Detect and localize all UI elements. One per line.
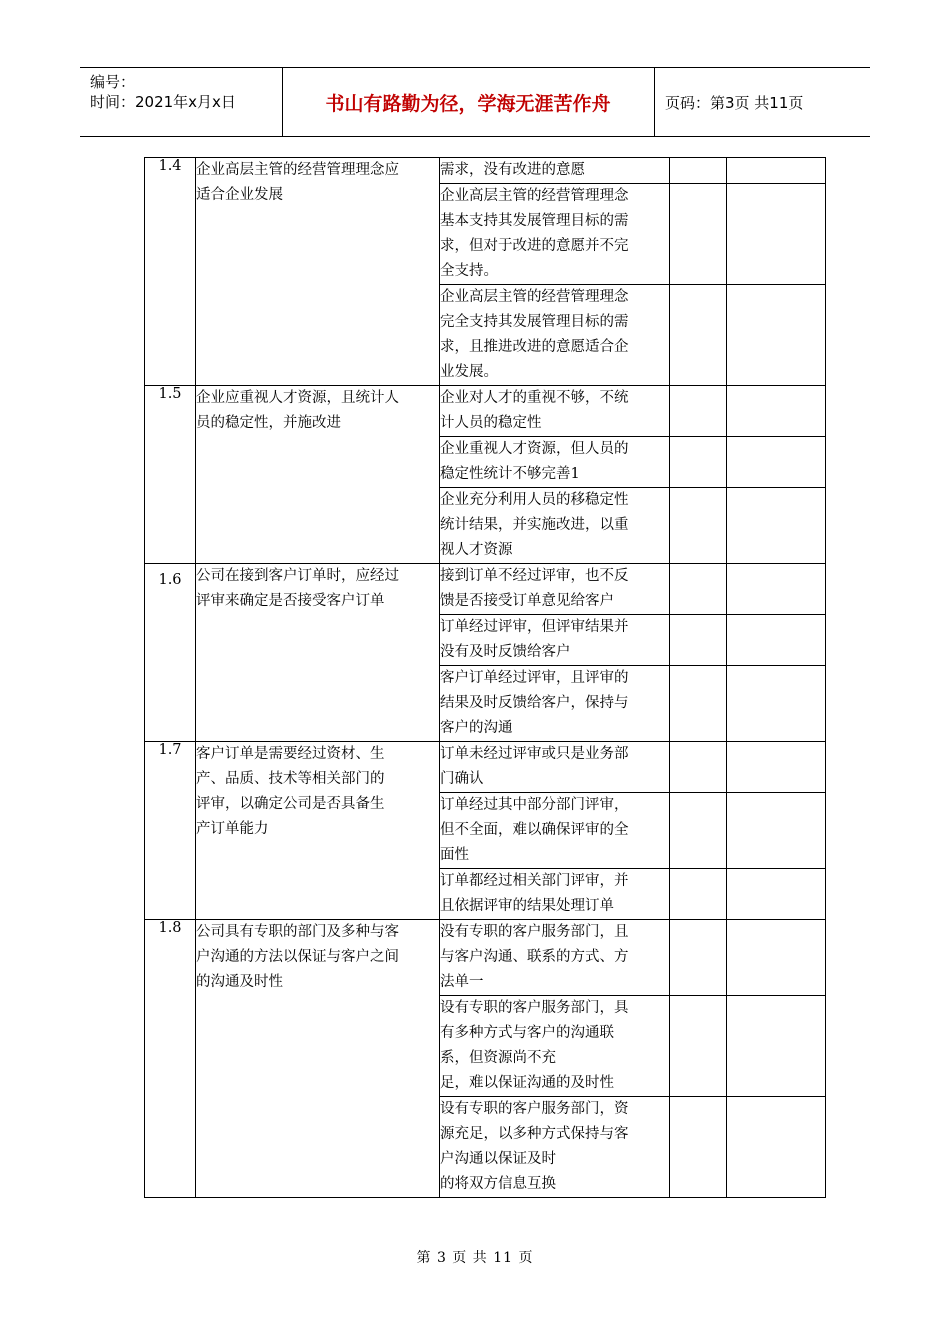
score-cell[interactable]	[670, 996, 727, 1097]
score-cell[interactable]	[670, 869, 727, 920]
score-cell[interactable]	[670, 184, 727, 285]
page-footer: 第 3 页 共 11 页	[416, 1250, 534, 1266]
score-cell[interactable]	[670, 158, 727, 184]
remark-cell[interactable]	[727, 158, 826, 184]
level-description: 企业高层主管的经营管理理念 基本支持其发展管理目标的需 求，但对于改进的意愿并不完 全支持。	[440, 184, 670, 285]
document-date-label: 时间：2021年x月x日	[90, 93, 236, 111]
score-cell[interactable]	[670, 437, 727, 488]
requirement-text: 企业应重视人才资源，且统计人 员的稳定性，并施改进	[196, 386, 440, 564]
remark-cell[interactable]	[727, 184, 826, 285]
item-number: 1.6	[145, 564, 196, 742]
score-cell[interactable]	[670, 920, 727, 996]
header-page-label: 页码：第3页 共11页	[665, 93, 804, 112]
level-description: 企业重视人才资源，但人员的 稳定性统计不够完善1	[440, 437, 670, 488]
level-description: 需求，没有改进的意愿	[440, 158, 670, 184]
score-cell[interactable]	[670, 615, 727, 666]
page-header	[80, 67, 870, 137]
remark-cell[interactable]	[727, 437, 826, 488]
level-description: 企业对人才的重视不够，不统 计人员的稳定性	[440, 386, 670, 437]
remark-cell[interactable]	[727, 1097, 826, 1198]
remark-cell[interactable]	[727, 386, 826, 437]
level-description: 设有专职的客户服务部门，具 有多种方式与客户的沟通联 系，但资源尚不充 足，难以保证沟通的及时性	[440, 996, 670, 1097]
level-description: 客户订单经过评审，且评审的 结果及时反馈给客户，保持与 客户的沟通	[440, 666, 670, 742]
header-motto: 书山有路勤为径，学海无涯苦作舟	[282, 68, 655, 136]
score-cell[interactable]	[670, 1097, 727, 1198]
document-number-label: 编号：	[90, 73, 136, 91]
level-description: 订单都经过相关部门评审，并 且依据评审的结果处理订单	[440, 869, 670, 920]
score-cell[interactable]	[670, 564, 727, 615]
header-meta	[80, 68, 283, 136]
score-cell[interactable]	[670, 742, 727, 793]
remark-cell[interactable]	[727, 869, 826, 920]
score-cell[interactable]	[670, 285, 727, 386]
remark-cell[interactable]	[727, 564, 826, 615]
item-number: 1.8	[145, 920, 196, 1198]
level-description: 没有专职的客户服务部门，且 与客户沟通、联系的方式、方 法单一	[440, 920, 670, 996]
level-description: 订单未经过评审或只是业务部 门确认	[440, 742, 670, 793]
level-description: 订单经过其中部分部门评审， 但不全面，难以确保评审的全 面性	[440, 793, 670, 869]
level-description: 订单经过评审，但评审结果并 没有及时反馈给客户	[440, 615, 670, 666]
level-description: 设有专职的客户服务部门，资 源充足，以多种方式保持与客 户沟通以保证及时 的将双方信息互换	[440, 1097, 670, 1198]
remark-cell[interactable]	[727, 920, 826, 996]
remark-cell[interactable]	[727, 615, 826, 666]
remark-cell[interactable]	[727, 742, 826, 793]
item-number: 1.4	[145, 158, 196, 386]
item-number: 1.7	[145, 742, 196, 920]
evaluation-table	[144, 157, 826, 1198]
level-description: 企业高层主管的经营管理理念 完全支持其发展管理目标的需 求，且推进改进的意愿适合企 业发展。	[440, 285, 670, 386]
score-cell[interactable]	[670, 488, 727, 564]
level-description: 企业充分利用人员的移稳定性 统计结果，并实施改进，以重 视人才资源	[440, 488, 670, 564]
item-number: 1.5	[145, 386, 196, 564]
level-description: 接到订单不经过评审，也不反 馈是否接受订单意见给客户	[440, 564, 670, 615]
requirement-text: 客户订单是需要经过资材、生 产、品质、技术等相关部门的 评审，以确定公司是否具备生 产订单能力	[196, 742, 440, 920]
remark-cell[interactable]	[727, 793, 826, 869]
remark-cell[interactable]	[727, 488, 826, 564]
requirement-text: 公司具有专职的部门及多种与客 户沟通的方法以保证与客户之间 的沟通及时性	[196, 920, 440, 1198]
requirement-text: 公司在接到客户订单时，应经过 评审来确定是否接受客户订单	[196, 564, 440, 742]
remark-cell[interactable]	[727, 285, 826, 386]
requirement-text: 企业高层主管的经营管理理念应 适合企业发展	[196, 158, 440, 386]
score-cell[interactable]	[670, 386, 727, 437]
remark-cell[interactable]	[727, 666, 826, 742]
score-cell[interactable]	[670, 666, 727, 742]
remark-cell[interactable]	[727, 996, 826, 1097]
score-cell[interactable]	[670, 793, 727, 869]
